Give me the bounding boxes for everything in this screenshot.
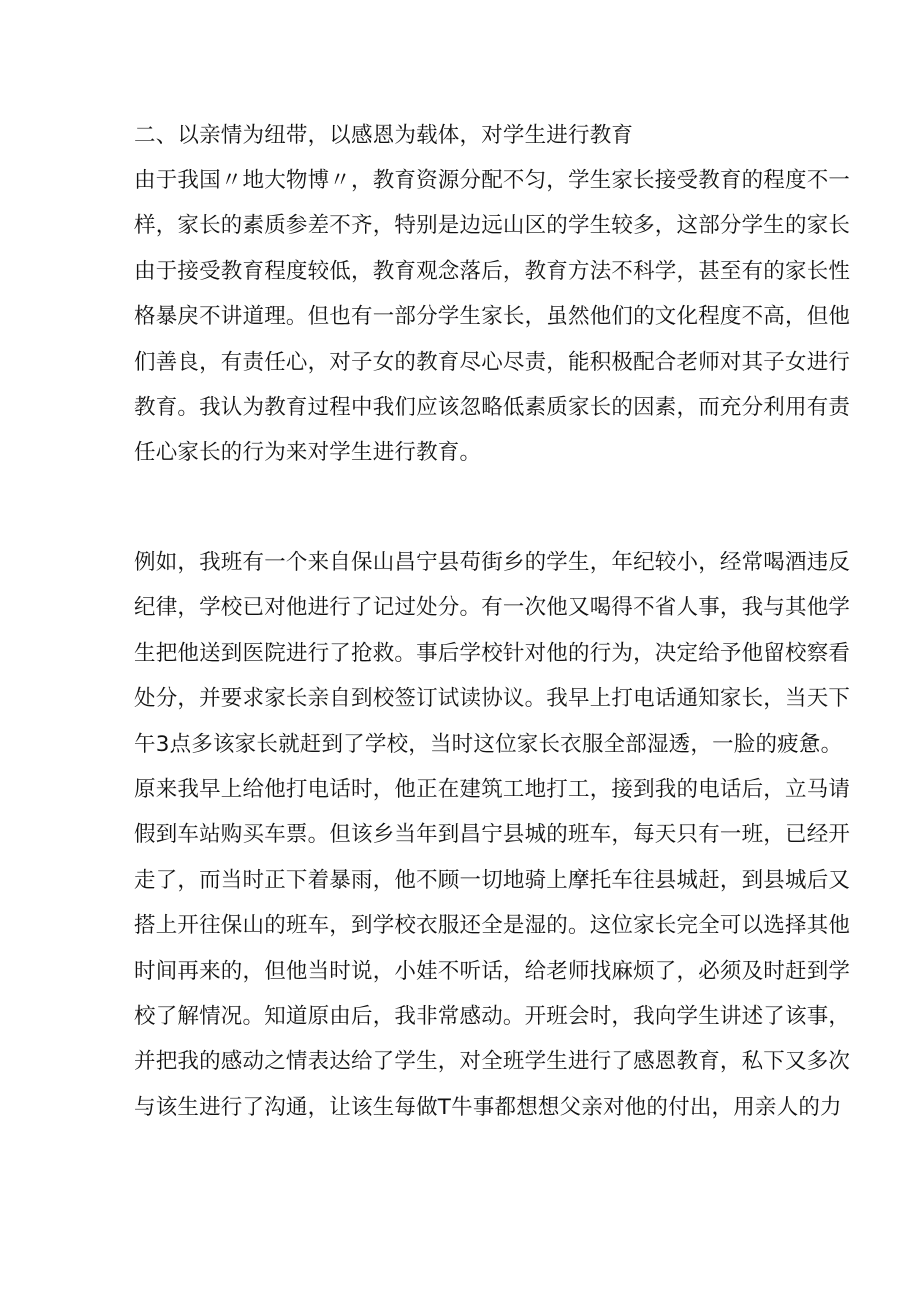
paragraph-1 xyxy=(134,158,851,476)
paragraph-line: 搭上开往保山的班车，到学校衣服还全是湿的。这位家长完全可以选择其他 xyxy=(134,913,851,939)
paragraph-line: 与该生进行了沟通，让该生每做T牛事都想想父亲对他的付出，用亲人的力 xyxy=(134,1094,842,1120)
paragraph-line: 处分，并要求家长亲自到校签订试读协议。我早上打电话通知家长，当天下 xyxy=(134,686,851,712)
paragraph-line: 校了解情况。知道原由后，我非常感动。开班会时，我向学生讲述了该事， xyxy=(134,1003,851,1029)
paragraph-line: 们善良，有责任心，对子女的教育尽心尽责，能积极配合老师对其子女进行 xyxy=(134,349,851,375)
paragraph-line: 时间再来的，但他当时说，小娃不听话，给老师找麻烦了，必须及时赶到学 xyxy=(134,958,851,984)
paragraph-line: 格暴戾不讲道理。但也有一部分学生家长，虽然他们的文化程度不高，但他 xyxy=(134,304,851,330)
paragraph-line: 任心家长的行为来对学生进行教育。 xyxy=(134,440,482,466)
paragraph-line: 午3点多该家长就赶到了学校，当时这位家长衣服全部湿透，一脸的疲惫。 xyxy=(134,731,843,757)
section-heading: 二、以亲情为纽带，以感恩为载体，对学生进行教育 xyxy=(134,123,634,148)
paragraph-line: 由于我国〃地大物博〃，教育资源分配不匀，学生家长接受教育的程度不一 xyxy=(134,168,851,193)
paragraph-line: 由于接受教育程度较低，教育观念落后，教育方法不科学，甚至有的家长性 xyxy=(134,258,851,284)
paragraph-line: 样，家长的素质参差不齐，特别是边远山区的学生较多，这部分学生的家长 xyxy=(134,213,851,239)
paragraph-line: 例如，我班有一个来自保山昌宁县苟街乡的学生，年纪较小，经常喝酒违反 xyxy=(134,550,851,575)
paragraph-line: 走了，而当时正下着暴雨，他不顾一切地骑上摩托车往县城赶，到县城后又 xyxy=(134,867,851,893)
paragraph-line: 纪律，学校已对他进行了记过处分。有一次他又喝得不省人事，我与其他学 xyxy=(134,595,851,621)
paragraph-line: 并把我的感动之情表达给了学生，对全班学生进行了感恩教育，私下又多次 xyxy=(134,1049,851,1075)
paragraph-line: 原来我早上给他打电话时，他正在建筑工地打工，接到我的电话后，立马请 xyxy=(134,776,851,802)
paragraph-line: 生把他送到医院进行了抢救。事后学校针对他的行为，决定给予他留校察看 xyxy=(134,640,851,666)
paragraph-line: 教育。我认为教育过程中我们应该忽略低素质家长的因素，而充分利用有责 xyxy=(134,394,851,420)
paragraph-2 xyxy=(134,540,851,1130)
paragraph-line: 假到车站购买车票。但该乡当年到昌宁县城的班车，每天只有一班，已经开 xyxy=(134,822,851,848)
